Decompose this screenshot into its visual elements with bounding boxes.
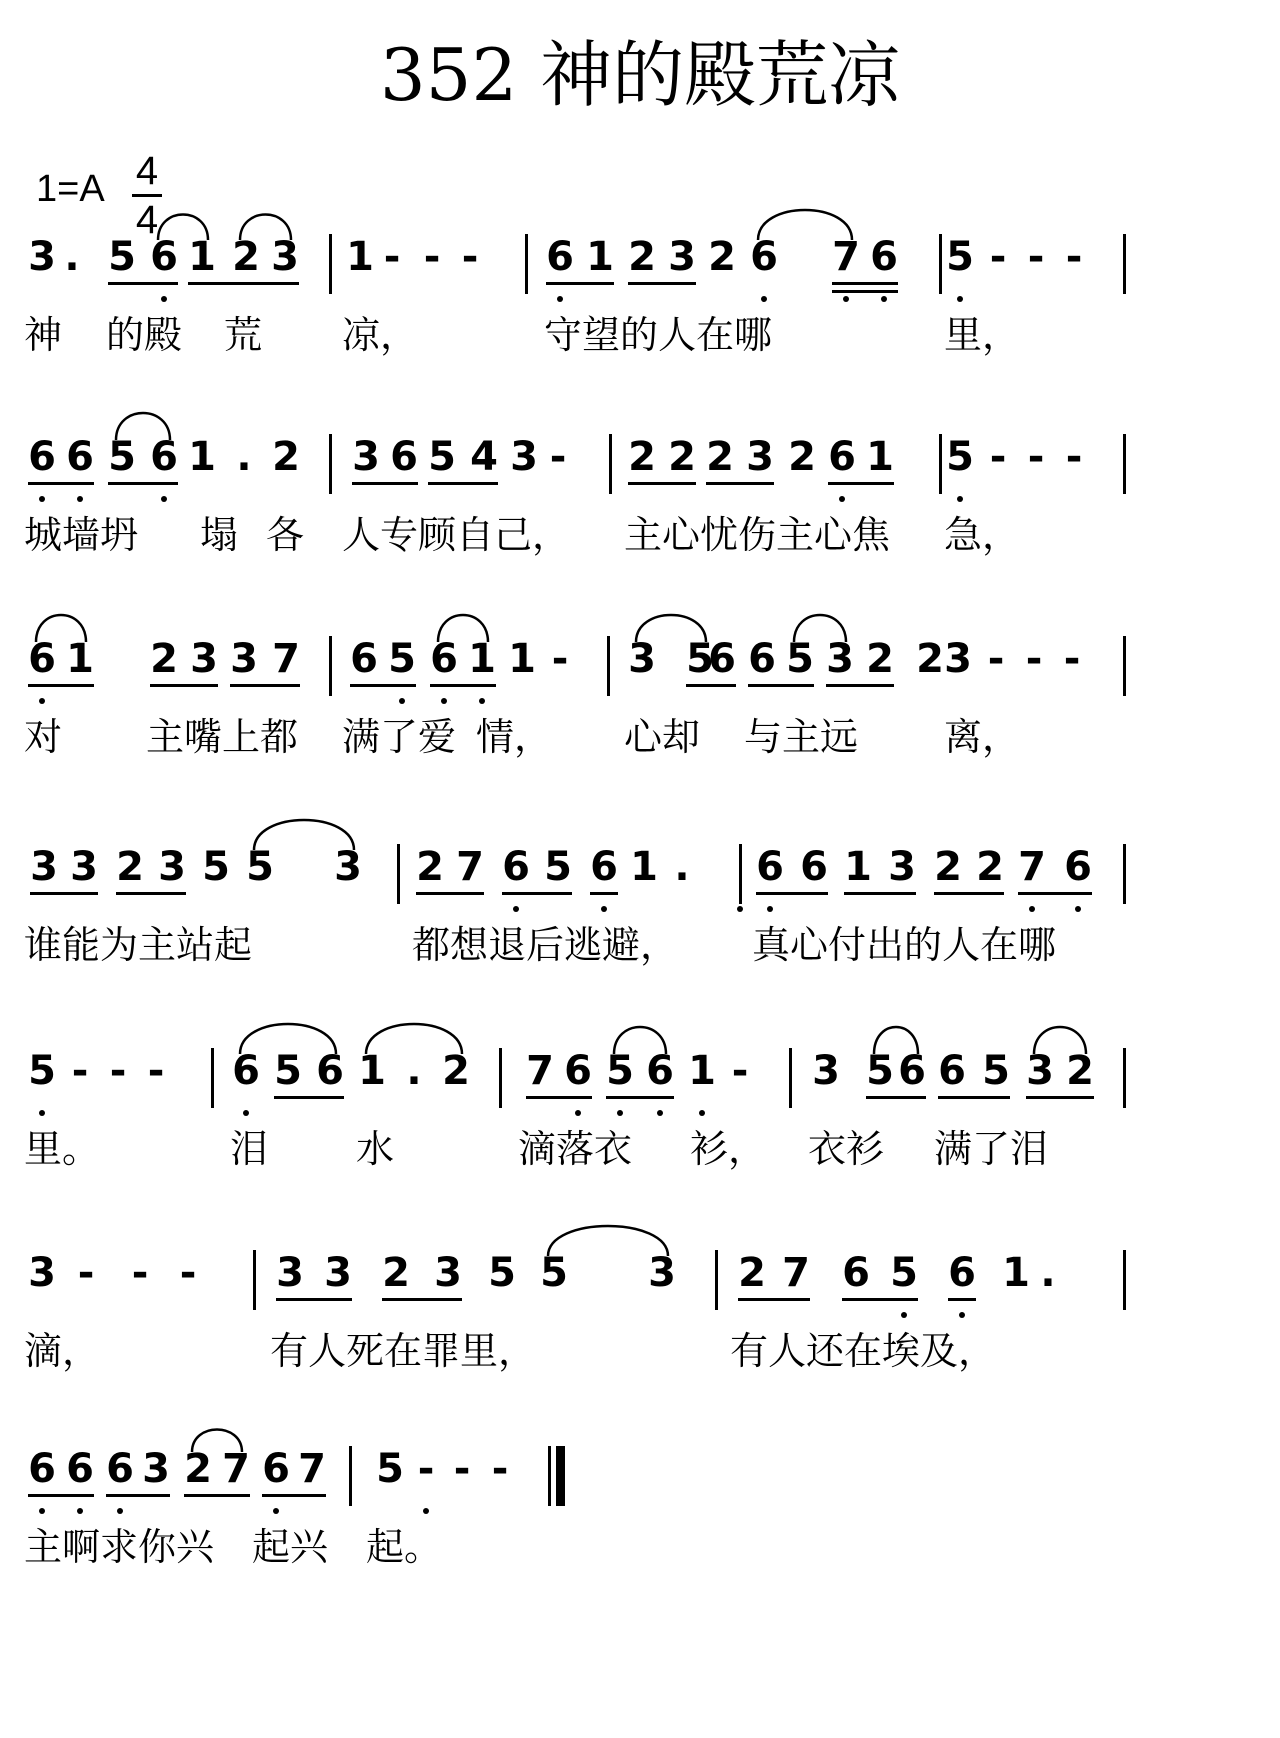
- low-octave-dot: [39, 1508, 45, 1514]
- note: 2: [738, 1250, 766, 1296]
- low-octave-dot: [1029, 906, 1035, 912]
- score-line-6: [0, 1248, 1280, 1448]
- beam-underline: [828, 482, 894, 485]
- note: 6: [28, 1446, 56, 1492]
- lyric-segment: 里。: [24, 1127, 101, 1171]
- low-octave-dot: [441, 698, 447, 704]
- score-line-2: [0, 432, 1280, 632]
- beam-underline: [116, 892, 186, 895]
- note-dash: -: [731, 1048, 749, 1094]
- note: 1: [188, 234, 216, 280]
- beam-underline: [628, 482, 696, 485]
- lyric-segment: 里，: [944, 313, 1021, 357]
- beam-underline: [108, 482, 178, 485]
- note: 3: [944, 636, 972, 682]
- note: 3: [1026, 1048, 1054, 1094]
- low-octave-dot: [959, 1312, 965, 1318]
- low-octave-dot: [657, 1110, 663, 1116]
- beam-underline: [546, 282, 614, 285]
- note: 6: [1064, 844, 1092, 890]
- note: 1: [688, 1048, 716, 1094]
- note: 6: [948, 1250, 976, 1296]
- note: 6: [350, 636, 378, 682]
- beam-underline: [866, 1096, 926, 1099]
- final-barline-thick: [556, 1446, 565, 1506]
- note: 5: [606, 1048, 634, 1094]
- note: 6: [106, 1446, 134, 1492]
- low-octave-dot: [479, 698, 485, 704]
- note-dash: -: [1065, 434, 1083, 480]
- note: 1: [866, 434, 894, 480]
- beam-underline: [430, 684, 496, 687]
- lyric-segment: 都想退后逃避，: [412, 923, 679, 967]
- note-dash: -: [423, 234, 441, 280]
- barline: [739, 844, 742, 904]
- barline: [329, 636, 332, 696]
- lyric-segment: 满了爱: [342, 715, 457, 759]
- note: 2: [1066, 1048, 1094, 1094]
- note: 6: [66, 434, 94, 480]
- note: 2: [628, 234, 656, 280]
- low-octave-dot: [273, 1508, 279, 1514]
- note: 2: [934, 844, 962, 890]
- note: 5: [388, 636, 416, 682]
- note: 6: [750, 234, 778, 280]
- note: 7: [456, 844, 484, 890]
- lyric-segment: 与主远: [744, 715, 859, 759]
- beam-underline: [606, 1096, 674, 1099]
- beam-underline: [706, 482, 774, 485]
- note: 2: [116, 844, 144, 890]
- note: 6: [828, 434, 856, 480]
- note: 1: [346, 234, 374, 280]
- lyric-segment: 凉，: [342, 313, 419, 357]
- note: 3: [628, 636, 656, 682]
- low-octave-dot: [699, 1110, 705, 1116]
- beam-underline: [150, 684, 218, 687]
- note-dash: -: [491, 1446, 509, 1492]
- note-dash: -: [989, 434, 1007, 480]
- note: 3: [28, 1250, 56, 1296]
- note: 6: [390, 434, 418, 480]
- note: 6: [842, 1250, 870, 1296]
- lyric-segment: 塌: [200, 513, 239, 557]
- lyric-segment: 急，: [944, 513, 1021, 557]
- time-signature: [132, 150, 162, 241]
- note: 2: [668, 434, 696, 480]
- beam-underline: [948, 1298, 976, 1301]
- note: 6: [150, 234, 178, 280]
- beam-underline: [274, 1096, 344, 1099]
- note: 6: [546, 234, 574, 280]
- beam-underline: [28, 482, 94, 485]
- note: 3: [352, 434, 380, 480]
- beam-underline: [108, 282, 178, 285]
- note: 6: [150, 434, 178, 480]
- lyric-segment: 水: [356, 1127, 395, 1171]
- note: 6: [800, 844, 828, 890]
- barline: [939, 234, 942, 294]
- low-octave-dot: [39, 698, 45, 704]
- beam-underline: [28, 1494, 94, 1497]
- lyric-segment: 神: [24, 313, 63, 357]
- note: 2: [916, 636, 944, 682]
- low-octave-dot: [761, 296, 767, 302]
- note: 3: [826, 636, 854, 682]
- lyric-segment: 衫，: [690, 1127, 767, 1171]
- lyric-segment: 的殿: [106, 313, 183, 357]
- note: 6: [646, 1048, 674, 1094]
- note: 3: [271, 234, 299, 280]
- beam-underline: [628, 282, 696, 285]
- barline: [789, 1048, 792, 1108]
- lyric-segment: 守望的人在哪: [544, 313, 773, 357]
- note: 1: [844, 844, 872, 890]
- note: 6: [430, 636, 458, 682]
- low-octave-dot: [737, 906, 743, 912]
- note: 5: [274, 1048, 302, 1094]
- lyric-segment: 有人死在罪里，: [270, 1329, 537, 1373]
- note-dash: -: [77, 1250, 95, 1296]
- note-dash: -: [989, 234, 1007, 280]
- lyric-segment: 衣衫: [808, 1127, 885, 1171]
- note-dash: -: [1027, 434, 1045, 480]
- note: 1: [358, 1048, 386, 1094]
- lyric-segment: 各: [266, 513, 305, 557]
- note: 2: [976, 844, 1004, 890]
- key-signature: 1=A: [36, 168, 105, 210]
- note: 6: [316, 1048, 344, 1094]
- note: 6: [938, 1048, 966, 1094]
- low-octave-dot: [575, 1110, 581, 1116]
- beam-underline: [938, 1096, 1010, 1099]
- beam-underline: [1018, 892, 1092, 895]
- beam-underline: [350, 684, 416, 687]
- note: 5: [246, 844, 274, 890]
- note: 6: [28, 636, 56, 682]
- beam-underline: [844, 892, 916, 895]
- barline: [715, 1250, 718, 1310]
- lyric-segment: 主心忧伤主心焦: [624, 513, 891, 557]
- note: 6: [232, 1048, 260, 1094]
- low-octave-dot: [601, 906, 607, 912]
- note: 5: [982, 1048, 1010, 1094]
- low-octave-dot: [117, 1508, 123, 1514]
- beam-underline: [232, 282, 299, 285]
- note: 2: [628, 434, 656, 480]
- note: 5: [946, 234, 974, 280]
- note: 6: [590, 844, 618, 890]
- barline: [1123, 434, 1126, 494]
- barline: [253, 1250, 256, 1310]
- note-dash: -: [453, 1446, 471, 1492]
- beam-underline: [230, 684, 300, 687]
- beam-underline: [382, 1298, 462, 1301]
- note: 3: [276, 1250, 304, 1296]
- low-octave-dot: [77, 1508, 83, 1514]
- low-octave-dot: [513, 906, 519, 912]
- note: 1: [508, 636, 536, 682]
- lyric-segment: 情，: [476, 715, 553, 759]
- beam-underline: [30, 892, 98, 895]
- note: 1: [66, 636, 94, 682]
- low-octave-dot: [399, 698, 405, 704]
- low-octave-dot: [1075, 906, 1081, 912]
- low-octave-dot: [77, 496, 83, 502]
- beam-underline: [832, 282, 898, 285]
- note-dash: -: [417, 1446, 435, 1492]
- low-octave-dot: [617, 1110, 623, 1116]
- note-dash: -: [147, 1048, 165, 1094]
- lyric-segment: 人专顾自己，: [342, 513, 571, 557]
- time-signature-bar: [132, 194, 162, 197]
- barline: [1123, 1250, 1126, 1310]
- note: 3: [434, 1250, 462, 1296]
- score-line-4: [0, 842, 1280, 1042]
- note: 7: [782, 1250, 810, 1296]
- barline: [499, 1048, 502, 1108]
- low-octave-dot: [243, 1110, 249, 1116]
- dot-extension: .: [674, 844, 690, 890]
- note: 5: [786, 636, 814, 682]
- low-octave-dot: [901, 1312, 907, 1318]
- beam-underline: [934, 892, 1004, 895]
- low-octave-dot: [161, 496, 167, 502]
- note: 1: [468, 636, 496, 682]
- low-octave-dot: [39, 1110, 45, 1116]
- note: 6: [898, 1048, 926, 1094]
- low-octave-dot: [161, 296, 167, 302]
- note: 3: [668, 234, 696, 280]
- beam-underline: [826, 684, 894, 687]
- beam-underline: [262, 1494, 326, 1497]
- low-octave-dot: [423, 1508, 429, 1514]
- note: 6: [502, 844, 530, 890]
- note: 2: [150, 636, 178, 682]
- barline: [607, 636, 610, 696]
- note: 5: [488, 1250, 516, 1296]
- beam-underline: [832, 290, 898, 293]
- note: 4: [470, 434, 498, 480]
- note: 7: [1018, 844, 1046, 890]
- dot-extension: .: [64, 234, 80, 280]
- note: 6: [66, 1446, 94, 1492]
- note: 2: [416, 844, 444, 890]
- barline: [329, 434, 332, 494]
- barline: [1123, 234, 1126, 294]
- note: 3: [30, 844, 58, 890]
- note: 2: [232, 234, 260, 280]
- score-line-7: [0, 1444, 1280, 1644]
- barline: [1123, 636, 1126, 696]
- low-octave-dot: [843, 296, 849, 302]
- note: 2: [184, 1446, 212, 1492]
- note: 3: [812, 1048, 840, 1094]
- note: 1: [586, 234, 614, 280]
- note: 6: [756, 844, 784, 890]
- low-octave-dot: [39, 496, 45, 502]
- note-dash: -: [549, 434, 567, 480]
- beam-underline: [416, 892, 484, 895]
- note: 3: [324, 1250, 352, 1296]
- low-octave-dot: [767, 906, 773, 912]
- note: 3: [142, 1446, 170, 1492]
- note: 5: [428, 434, 456, 480]
- time-signature-bottom: 4: [135, 198, 159, 242]
- note-dash: -: [179, 1250, 197, 1296]
- note: 1: [188, 434, 216, 480]
- note: 6: [870, 234, 898, 280]
- note: 3: [510, 434, 538, 480]
- lyric-segment: 离，: [944, 715, 1021, 759]
- note: 5: [686, 636, 714, 682]
- note: 7: [272, 636, 300, 682]
- barline: [349, 1446, 352, 1506]
- lyric-segment: 真心付出的人在哪: [752, 923, 1057, 967]
- beam-underline: [738, 1298, 810, 1301]
- lyric-segment: 起。: [366, 1525, 443, 1569]
- note: 3: [746, 434, 774, 480]
- note: 3: [158, 844, 186, 890]
- beam-underline: [526, 1096, 592, 1099]
- note-dash: -: [1063, 636, 1081, 682]
- note: 1: [630, 844, 658, 890]
- note: 3: [70, 844, 98, 890]
- note-dash: -: [109, 1048, 127, 1094]
- note: 5: [28, 1048, 56, 1094]
- note: 2: [382, 1250, 410, 1296]
- beam-underline: [748, 684, 814, 687]
- page-title: 352 神的殿荒凉: [379, 33, 901, 117]
- time-signature-top: 4: [135, 149, 159, 193]
- note: 5: [544, 844, 572, 890]
- barline: [1123, 1048, 1126, 1108]
- lyric-segment: 泪: [230, 1127, 269, 1171]
- note: 2: [706, 434, 734, 480]
- beam-underline: [590, 892, 618, 895]
- note: 3: [230, 636, 258, 682]
- beam-underline: [106, 1494, 170, 1497]
- note: 1: [1002, 1250, 1030, 1296]
- score-line-5: [0, 1046, 1280, 1246]
- beam-underline: [686, 684, 736, 687]
- lyric-segment: 主啊求你兴: [24, 1525, 215, 1569]
- barline: [1123, 844, 1126, 904]
- barline: [609, 434, 612, 494]
- lyric-segment: 谁能为主站起: [24, 923, 253, 967]
- barline: [329, 234, 332, 294]
- note: 6: [28, 434, 56, 480]
- note: 5: [946, 434, 974, 480]
- lyric-segment: 对: [24, 715, 63, 759]
- note: 5: [376, 1446, 404, 1492]
- note: 5: [202, 844, 230, 890]
- note: 7: [222, 1446, 250, 1492]
- note: 2: [866, 636, 894, 682]
- note-dash: -: [987, 636, 1005, 682]
- note: 7: [832, 234, 860, 280]
- note: 7: [298, 1446, 326, 1492]
- final-barline-thin: [548, 1446, 551, 1506]
- barline: [397, 844, 400, 904]
- barline: [939, 434, 942, 494]
- note: 3: [190, 636, 218, 682]
- beam-underline: [1026, 1096, 1094, 1099]
- note: 5: [108, 434, 136, 480]
- note: 7: [526, 1048, 554, 1094]
- lyric-segment: 满了泪: [934, 1127, 1049, 1171]
- note: 6: [748, 636, 776, 682]
- note: 2: [708, 234, 736, 280]
- note-dash: -: [383, 234, 401, 280]
- beam-underline: [28, 684, 94, 687]
- beam-underline: [276, 1298, 352, 1301]
- note: 6: [262, 1446, 290, 1492]
- lyric-segment: 滴，: [24, 1329, 101, 1373]
- lyric-segment: 起兴: [252, 1525, 329, 1569]
- lyric-segment: 滴落衣: [518, 1127, 633, 1171]
- score-line-1: [0, 232, 1280, 432]
- note: 6: [708, 636, 736, 682]
- note: 5: [866, 1048, 894, 1094]
- note: 5: [890, 1250, 918, 1296]
- low-octave-dot: [839, 496, 845, 502]
- note: 3: [28, 234, 56, 280]
- note-dash: -: [1025, 636, 1043, 682]
- beam-underline: [502, 892, 572, 895]
- note-dash: -: [461, 234, 479, 280]
- note-dash: -: [1027, 234, 1045, 280]
- lyric-segment: 荒: [224, 313, 263, 357]
- low-octave-dot: [881, 296, 887, 302]
- note: 3: [334, 844, 362, 890]
- note: 6: [564, 1048, 592, 1094]
- note-dash: -: [551, 636, 569, 682]
- low-octave-dot: [557, 296, 563, 302]
- low-octave-dot: [957, 296, 963, 302]
- low-octave-dot: [957, 496, 963, 502]
- lyric-segment: 有人还在埃及，: [730, 1329, 997, 1373]
- beam-underline: [352, 482, 418, 485]
- dot-extension: .: [406, 1048, 422, 1094]
- beam-underline: [842, 1298, 918, 1301]
- note: 2: [442, 1048, 470, 1094]
- note: 2: [272, 434, 300, 480]
- note: 2: [788, 434, 816, 480]
- note-dash: -: [71, 1048, 89, 1094]
- note: 5: [540, 1250, 568, 1296]
- note-dash: -: [1065, 234, 1083, 280]
- lyric-segment: 心却: [624, 715, 701, 759]
- beam-underline: [184, 1494, 250, 1497]
- dot-extension: .: [236, 434, 252, 480]
- beam-underline: [756, 892, 828, 895]
- lyric-segment: 城墙坍: [24, 513, 139, 557]
- score-line-3: [0, 634, 1280, 834]
- note: 3: [648, 1250, 676, 1296]
- beam-underline: [428, 482, 498, 485]
- barline: [211, 1048, 214, 1108]
- note-dash: -: [131, 1250, 149, 1296]
- lyric-segment: 主嘴上都: [146, 715, 299, 759]
- note: 3: [888, 844, 916, 890]
- note: 5: [108, 234, 136, 280]
- dot-extension: .: [1040, 1250, 1056, 1296]
- barline: [525, 234, 528, 294]
